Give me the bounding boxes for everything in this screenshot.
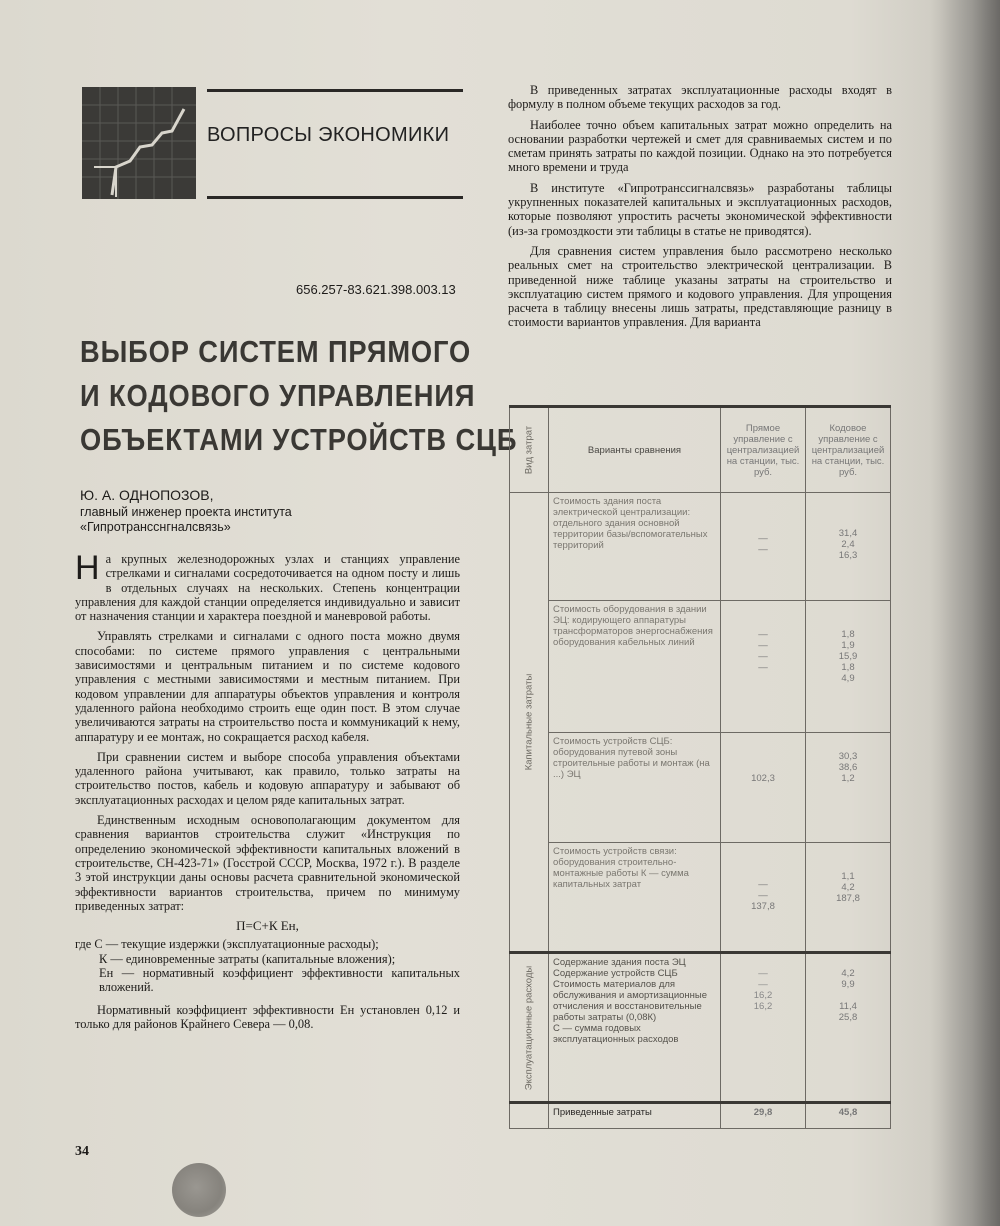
table-cell: 31,4 2,4 16,3 (806, 493, 891, 601)
table-cell: Стоимость оборудования в здании ЭЦ: кодирующего аппаратуры трансформаторов энергоснабжения оборудования кабельных линий (549, 601, 721, 733)
page-number: 34 (75, 1144, 89, 1159)
table-row (510, 493, 891, 601)
group-label-capital: Капитальные затраты (510, 493, 549, 953)
author-position: главный инженер проекта института (80, 505, 292, 519)
table-cell: Стоимость здания поста электрической централизации: отдельного здания основной территории базы/вспомогательных территорий (549, 493, 721, 601)
table-cell: 1,1 4,2 187,8 (806, 843, 891, 953)
paragraph: В приведенных затратах эксплуатационные расходы входят в формулу в полном объеме текущих расходов за год. (508, 83, 892, 112)
header-rule-bottom (207, 196, 463, 199)
paragraph: В институте «Гипротранссигналсвязь» разработаны таблицы укрупненных показателей капитальных и эксплуатационных расходов, которые позволяют упростить расчеты экономической эффективности (из-за громоздкости эти таблицы в статье не приводятся). (508, 180, 892, 238)
paragraph: Управлять стрелками и сигналами с одного поста можно двумя способами: по системе прямого управления с центральными зависимостями и центральным питанием и по системе кодового управления с местными зависимостями и местным питанием. При кодовом управлении для аппаратуры объектов управления и контроля удаленного района необходимо строить еще один пост. В этом случае увеличиваются затраты на строительство поста и коммуникаций к нему, аппаратуру и ее монтаж, но сокращается расход кабеля. (75, 629, 460, 744)
table-row (510, 843, 891, 953)
title-line: ВЫБОР СИСТЕМ ПРЯМОГО (80, 334, 472, 369)
formula: П=С+К Eн, (236, 918, 299, 934)
section-logo-chart-icon (82, 87, 196, 199)
table-total-row (510, 1103, 891, 1129)
table-cell: 45,8 (806, 1103, 891, 1129)
table-row (510, 953, 891, 1103)
paragraph: Единственным исходным основополагающим документом для сравнения вариантов строительства служит «Инструкция по определению экономической эффективности капитальных вложений в строительстве, СН-423-71» (Госстрой СССР, Москва, 1972 г.). В разделе 3 этой инструкции даны основы расчета сравнительной экономической эффективности вариантов строительства, причем по минимуму приведенных затрат: (75, 813, 460, 913)
table-cell: 102,3 (721, 733, 806, 843)
table-header: Прямое управление с централизацией на станции, тыс. руб. (721, 407, 806, 493)
udc-code: 656.257-83.621.398.003.13 (296, 282, 456, 297)
left-column (75, 549, 460, 1037)
cost-comparison-table (509, 405, 891, 1129)
table-cell: — — 16,2 16,2 (721, 953, 806, 1103)
author-name: Ю. А. ОДНОПОЗОВ, (80, 487, 214, 503)
paragraph: На крупных железнодорожных узлах и станциях управление стрелками и сигналами сосредоточивается на одном посту и лишь в отдельных случаях на нескольких. Степень концентрации управления для каждой станции определяется индивидуально и зависит от назначения станции и характера поездной и маневровой работы. (75, 549, 460, 624)
table-cell: 1,8 1,9 15,9 1,8 4,9 (806, 601, 891, 733)
table-header: Кодовое управление с централизацией на станции, тыс. руб. (806, 407, 891, 493)
title-line: ОБЪЕКТАМИ УСТРОЙСТВ СЦБ (80, 422, 518, 457)
table-cell: — — (721, 493, 806, 601)
punch-hole (172, 1163, 226, 1217)
paragraph: Для сравнения систем управления было рассмотрено несколько реальных смет на строительство электрической централизации. В приведенной ниже таблице указаны затраты на строительство и эксплуатацию систем прямого и кодового управления. Для упрощения расчета в таблицу внесены лишь затраты, представляющие разницу в стоимости вариантов управления. Для варианта (508, 243, 892, 330)
article-title (80, 330, 518, 462)
page-spine-shadow (930, 0, 1000, 1226)
definition: Eн — нормативный коэффициент эффективности капитальных вложений. (99, 966, 460, 995)
formula-definitions (75, 937, 460, 994)
author-institute: «Гипротрансснгналсвязь» (80, 520, 231, 534)
table-header: Варианты сравнения (549, 407, 721, 493)
drop-cap: Н (75, 549, 100, 587)
header-rule-top (207, 89, 463, 92)
table-cell: Стоимость устройств СЦБ: оборудования путевой зоны строительные работы и монтаж (на ...) ЭЦ (549, 733, 721, 843)
table-cell: 29,8 (721, 1103, 806, 1129)
table-cell: 4,2 9,9 11,4 25,8 (806, 953, 891, 1103)
section-title: ВОПРОСЫ ЭКОНОМИКИ (207, 124, 450, 146)
table-row (510, 601, 891, 733)
table-cell: 30,3 38,6 1,2 (806, 733, 891, 843)
table-cell: Содержание здания поста ЭЦ Содержание устройств СЦБ Стоимость материалов для обслуживания и амортизационные отчисления и восстановительные работы затраты (0,08К) С — сумма годовых эксплуатационных расходов (549, 953, 721, 1103)
table-header-row (510, 407, 891, 493)
definition: К — единовременные затраты (капитальные вложения); (99, 951, 396, 966)
paragraph: Нормативный коэффициент эффективности Eн установлен 0,12 и только для районов Крайнего Севера — 0,08. (75, 1002, 460, 1031)
right-column (508, 83, 892, 336)
table-cell: — — 137,8 (721, 843, 806, 953)
paragraph: При сравнении систем и выборе способа управления объектами удаленного района учитывают, как правило, только затраты на строительство постов, кабель и кодовую аппаратуру и забывают об эксплуатационных расходах и целом ряде капитальных затрат. (75, 749, 460, 807)
group-label-operating: Эксплуатационные расходы (510, 953, 549, 1103)
definition: где С — текущие издержки (эксплуатационные расходы); (75, 937, 379, 952)
author-block (80, 488, 292, 535)
paragraph: Наиболее точно объем капитальных затрат можно определить на основании разработки чертежей и смет для сравниваемых систем и по сметам принять затраты по каждой позиции. Однако на это потребуется много времени и труда (508, 117, 892, 175)
table-header: Вид затрат (510, 407, 549, 493)
title-line: И КОДОВОГО УПРАВЛЕНИЯ (80, 378, 476, 413)
table-cell: — — — — (721, 601, 806, 733)
table-cell: Приведенные затраты (549, 1103, 721, 1129)
table-row (510, 733, 891, 843)
table-cell: Стоимость устройств связи: оборудования строительно-монтажные работы К — сумма капитальных затрат (549, 843, 721, 953)
